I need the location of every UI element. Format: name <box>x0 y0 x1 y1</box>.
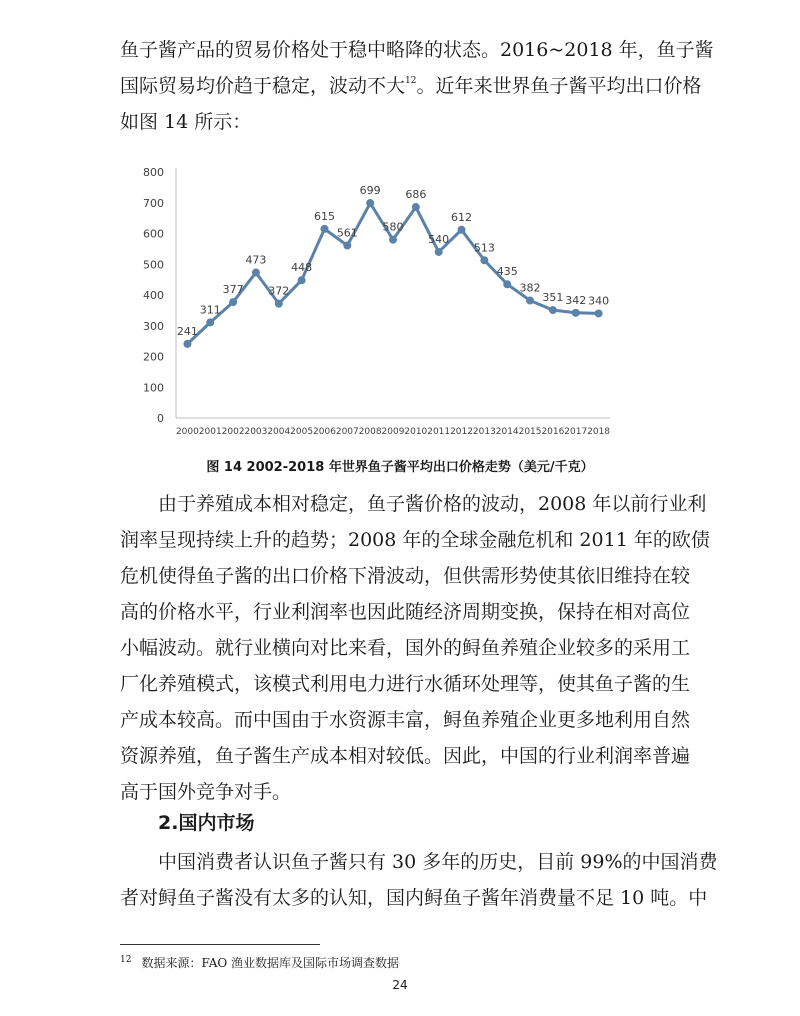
x-tick-label: 2010 <box>404 427 428 437</box>
x-tick-label: 2009 <box>381 427 405 437</box>
data-label: 615 <box>313 209 335 223</box>
y-tick-label: 800 <box>143 166 164 179</box>
data-point <box>275 300 283 308</box>
footnote <box>120 954 399 971</box>
data-point <box>458 226 466 234</box>
section-heading-domestic-market: 2.国内市场 <box>158 812 255 834</box>
data-point <box>549 306 557 314</box>
footnote-reference[interactable]: 12 <box>405 76 417 86</box>
data-label: 612 <box>451 210 473 224</box>
data-point <box>503 280 511 288</box>
data-point <box>252 269 260 277</box>
data-label: 448 <box>291 261 313 275</box>
x-tick-label: 2011 <box>427 427 451 437</box>
body-line: 者对鲟鱼子酱没有太多的认知，国内鲟鱼子酱年消费量不足 10 吨。中 <box>120 887 708 909</box>
data-point <box>320 225 328 233</box>
data-label: 513 <box>473 241 495 255</box>
x-tick-label: 2005 <box>290 427 314 437</box>
data-point <box>298 276 306 284</box>
data-label: 382 <box>519 281 541 295</box>
data-label: 561 <box>336 226 358 240</box>
data-label: 372 <box>268 284 290 298</box>
x-tick-label: 2000 <box>175 427 199 437</box>
y-tick-label: 700 <box>143 196 164 210</box>
data-label: 699 <box>359 184 381 198</box>
body-line: 厂化养殖模式，该模式利用电力进行水循环处理等，使其鱼子酱的生 <box>120 673 691 695</box>
data-label: 351 <box>542 291 564 305</box>
data-label: 342 <box>565 293 587 307</box>
data-point <box>412 203 420 211</box>
x-tick-label: 2016 <box>541 427 565 437</box>
footnote-mark: 12 <box>120 955 132 965</box>
x-tick-label: 2012 <box>450 427 473 437</box>
x-tick-label: 2008 <box>358 427 382 437</box>
data-point <box>435 248 443 256</box>
footnote-divider <box>120 944 320 945</box>
y-tick-label: 300 <box>143 319 164 333</box>
body-line: 润率呈现持续上升的趋势；2008 年的全球金融危机和 2011 年的欧债 <box>120 529 710 551</box>
data-point <box>206 318 214 326</box>
data-point <box>480 256 488 264</box>
figure-caption: 图 14 2002-2018 年世界鱼子酱平均出口价格走势（美元/千克） <box>206 460 594 475</box>
data-label: 686 <box>405 188 427 202</box>
y-tick-label: 600 <box>143 227 164 241</box>
data-label: 241 <box>176 324 198 338</box>
data-point <box>526 297 534 305</box>
data-label: 435 <box>496 265 518 279</box>
data-label: 580 <box>382 220 404 234</box>
body-line: 资源养殖，鱼子酱生产成本相对较低。因此，中国的行业利润率普遍 <box>120 745 691 767</box>
x-tick-label: 2003 <box>244 427 268 437</box>
x-tick-label: 2014 <box>495 427 519 437</box>
x-tick-label: 2006 <box>313 427 336 437</box>
body-line: 中国消费者认识鱼子酱只有 30 多年的历史，目前 99%的中国消费 <box>158 851 718 873</box>
body-line: 由于养殖成本相对稳定，鱼子酱价格的波动，2008 年以前行业利 <box>158 493 707 515</box>
x-tick-label: 2007 <box>335 427 359 437</box>
x-tick-label: 2015 <box>518 427 542 437</box>
body-line: 小幅波动。就行业横向对比来看，国外的鲟鱼养殖企业较多的采用工 <box>120 637 691 659</box>
body-paragraph-domestic <box>120 844 718 916</box>
x-tick-label: 2002 <box>221 427 245 437</box>
data-label: 540 <box>428 232 450 246</box>
x-tick-label: 2001 <box>198 427 222 437</box>
body-line: 产成本较高。而中国由于水资源丰富，鲟鱼养殖企业更多地利用自然 <box>120 709 691 731</box>
data-label: 377 <box>222 283 244 297</box>
page-number: 24 <box>392 978 408 992</box>
intro-line: 鱼子酱产品的贸易价格处于稳中略降的状态。2016~2018 年，鱼子酱 <box>120 39 714 61</box>
intro-text: 国际贸易均价趋于稳定，波动不大 <box>120 75 406 97</box>
footnote-text: 数据来源：FAO 渔业数据库及国际市场调查数据 <box>141 956 400 970</box>
x-tick-label: 2013 <box>472 427 496 437</box>
data-label: 473 <box>245 253 267 267</box>
price-line-chart <box>136 158 636 448</box>
data-point <box>343 241 351 249</box>
x-tick-label: 2017 <box>564 427 588 437</box>
intro-paragraph <box>120 32 714 140</box>
data-label: 311 <box>199 303 221 317</box>
x-tick-label: 2018 <box>587 427 611 437</box>
data-point <box>183 340 191 348</box>
y-tick-label: 100 <box>143 381 164 395</box>
body-line: 危机使得鱼子酱的出口价格下滑波动，但供需形势使其依旧维持在较 <box>120 565 691 587</box>
y-tick-label: 400 <box>143 289 164 302</box>
body-line: 高于国外竞争对手。 <box>120 781 292 803</box>
data-point <box>229 298 237 306</box>
x-tick-label: 2004 <box>267 427 291 437</box>
data-point <box>366 199 374 207</box>
y-tick-label: 500 <box>143 258 164 272</box>
body-paragraph-profit <box>120 486 710 810</box>
data-label: 340 <box>588 294 610 308</box>
data-point <box>572 309 580 317</box>
y-tick-label: 200 <box>143 350 164 364</box>
y-tick-label: 0 <box>157 412 164 425</box>
body-line: 高的价格水平，行业利润率也因此随经济周期变换，保持在相对高位 <box>120 601 691 623</box>
intro-line <box>120 68 702 104</box>
intro-line: 如图 14 所示： <box>120 111 252 133</box>
intro-text: 。近年来世界鱼子酱平均出口价格 <box>416 75 702 97</box>
data-point <box>595 309 603 317</box>
data-point <box>389 236 397 244</box>
